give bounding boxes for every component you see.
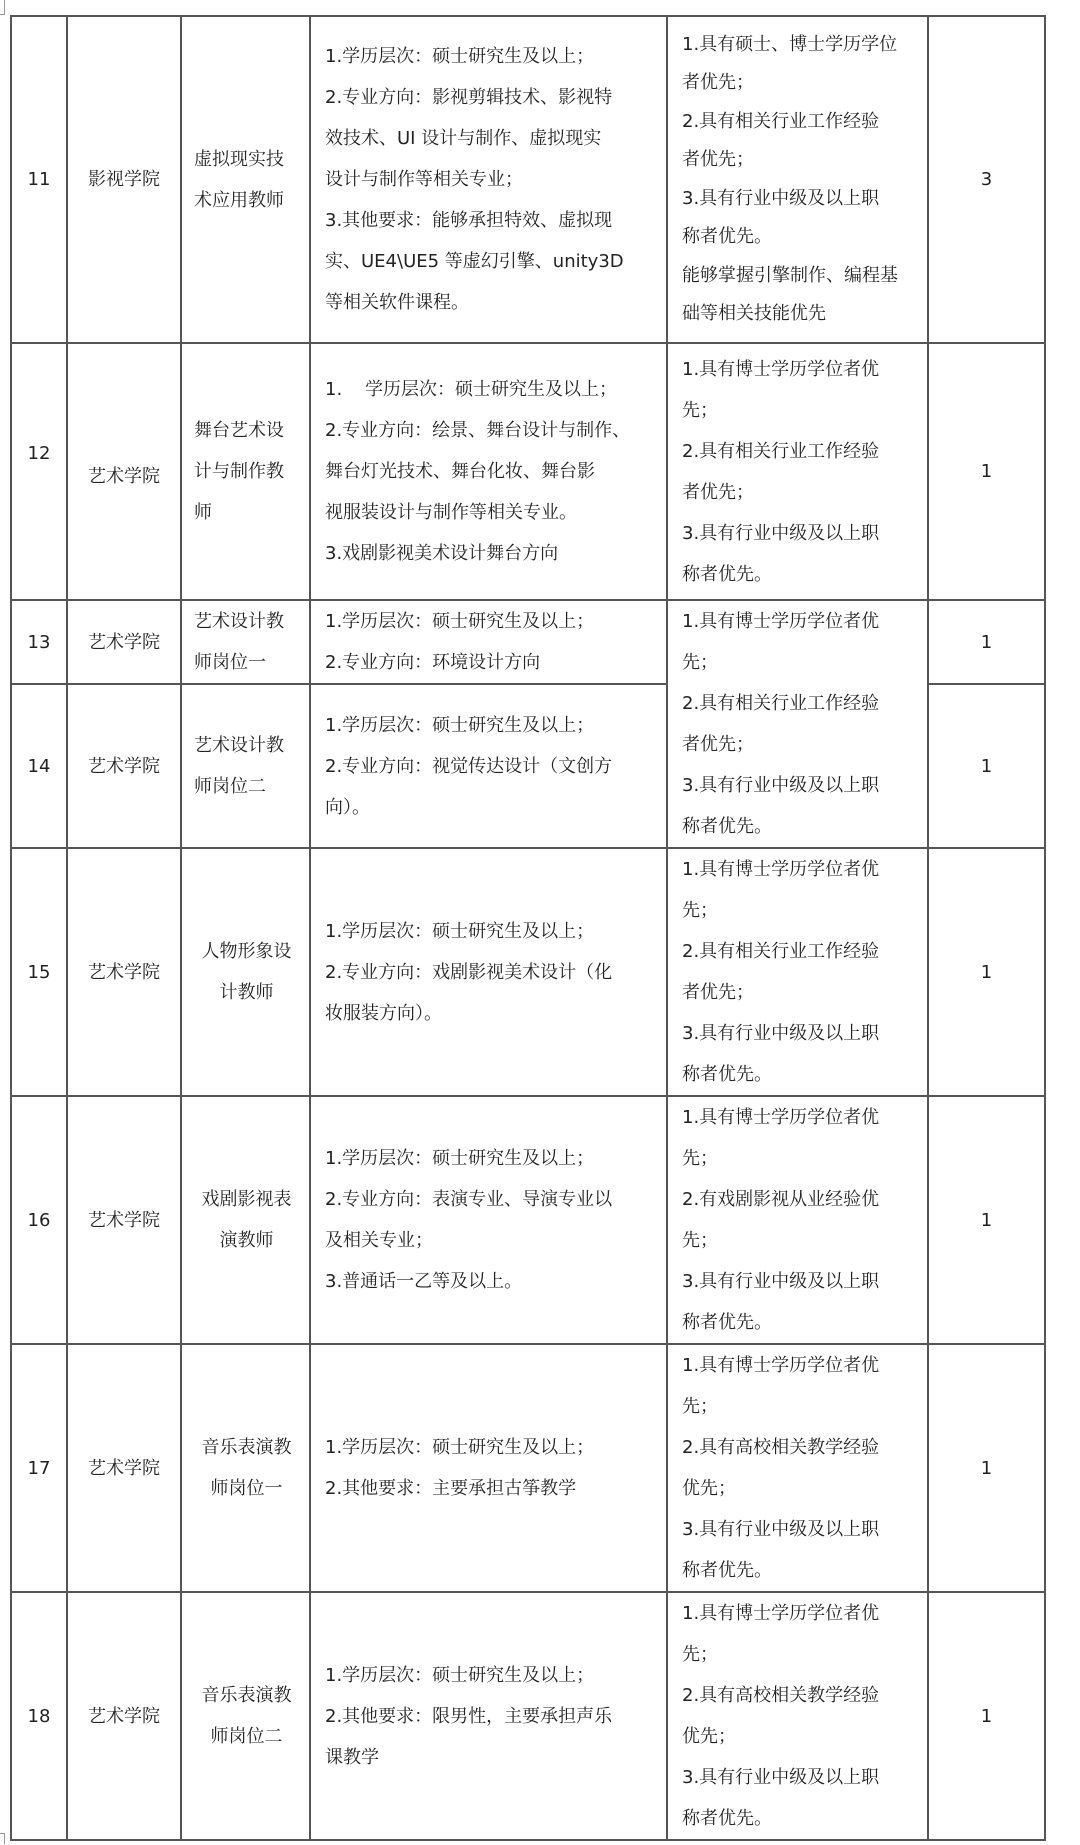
requirements-cell xyxy=(310,600,667,684)
headcount-cell: 1 xyxy=(928,684,1045,848)
table-row xyxy=(11,1592,1045,1840)
preference-line: 先； xyxy=(682,652,718,673)
preference-line: 优先； xyxy=(682,1478,736,1499)
preference-line: 3.具有行业中级及以上职 xyxy=(682,1023,880,1044)
post-title-cell xyxy=(181,1096,310,1344)
preferences-cell xyxy=(667,848,928,1096)
row-number: 14 xyxy=(11,684,67,848)
table-row xyxy=(11,343,1045,600)
requirement-line: 视服装设计与制作等相关专业。 xyxy=(325,502,577,523)
requirement-line: 1.学历层次：硕士研究生及以上； xyxy=(325,714,595,736)
preferences-cell xyxy=(667,1096,928,1344)
requirement-line: 舞台灯光技术、舞台化妆、舞台影 xyxy=(325,461,595,482)
headcount-cell: 3 xyxy=(928,16,1045,343)
table-row xyxy=(11,600,1045,684)
preference-line: 2.具有相关行业工作经验 xyxy=(682,110,880,132)
row-number: 13 xyxy=(11,600,67,684)
post-title-cell xyxy=(181,1344,310,1592)
preferences-cell xyxy=(667,16,928,343)
post-title-line: 师岗位一 xyxy=(210,1478,283,1499)
requirements-cell xyxy=(310,16,667,343)
row-number: 17 xyxy=(11,1344,67,1592)
requirement-line: 2.专业方向：环境设计方向 xyxy=(325,652,541,674)
requirement-line: 2.专业方向：视觉传达设计（文创方 xyxy=(325,755,613,777)
requirement-line: 2.专业方向：戏剧影视美术设计（化 xyxy=(325,961,613,983)
requirement-line: 2.专业方向：表演专业、导演专业以 xyxy=(325,1189,613,1210)
preference-line: 者优先； xyxy=(682,734,754,755)
post-title-cell xyxy=(181,16,310,343)
preference-line: 1.具有硕士、博士学历学位 xyxy=(682,33,898,55)
college-cell: 艺术学院 xyxy=(67,1592,181,1840)
table-row xyxy=(11,1344,1045,1592)
preference-line: 2.具有相关行业工作经验 xyxy=(682,440,880,462)
college-cell: 艺术学院 xyxy=(67,848,181,1096)
preference-line: 2.具有高校相关教学经验 xyxy=(682,1437,880,1458)
preference-line: 先； xyxy=(682,1396,718,1417)
preferences-cell xyxy=(667,343,928,600)
preference-line: 能够掌握引擎制作、编程基 xyxy=(682,264,898,286)
requirement-line: 3.戏剧影视美术设计舞台方向 xyxy=(325,543,559,564)
preference-line: 者优先； xyxy=(682,982,754,1003)
requirement-line: 妆服装方向）。 xyxy=(325,1002,442,1024)
requirement-line: 2.专业方向：绘景、舞台设计与制作、 xyxy=(325,420,631,441)
requirement-line: 1.学历层次：硕士研究生及以上； xyxy=(325,920,595,942)
preference-line: 1.具有博士学历学位者优 xyxy=(682,859,880,880)
preference-line: 1.具有博士学历学位者优 xyxy=(682,1355,880,1376)
scan-corner-mark xyxy=(0,0,5,15)
headcount-cell: 1 xyxy=(928,1096,1045,1344)
requirement-line: 1.学历层次：硕士研究生及以上； xyxy=(325,1148,595,1169)
requirement-line: 2.其他要求：主要承担古筝教学 xyxy=(325,1478,577,1499)
preference-line: 称者优先。 xyxy=(682,226,772,247)
post-title-line: 演教师 xyxy=(219,1230,274,1251)
post-title-cell xyxy=(181,600,310,684)
requirements-cell xyxy=(310,1592,667,1840)
requirement-line: 等相关软件课程。 xyxy=(325,292,469,313)
requirements-cell xyxy=(310,1344,667,1592)
post-title-cell xyxy=(181,684,310,848)
preference-line: 2.具有高校相关教学经验 xyxy=(682,1685,880,1706)
preference-line: 者优先； xyxy=(682,481,754,503)
post-title-line: 音乐表演教 xyxy=(201,1437,292,1458)
college-cell: 艺术学院 xyxy=(67,684,181,848)
preference-line: 称者优先。 xyxy=(682,1808,772,1829)
scan-corner-mark xyxy=(0,1833,5,1844)
table-row xyxy=(11,1096,1045,1344)
requirement-line: 向）。 xyxy=(325,796,370,818)
requirement-line: 1.学历层次：硕士研究生及以上； xyxy=(325,1437,595,1458)
preference-line: 先； xyxy=(682,399,718,421)
preference-line: 1.具有博士学历学位者优 xyxy=(682,358,880,380)
post-title-line: 师岗位二 xyxy=(194,776,266,798)
preference-line: 2.具有相关行业工作经验 xyxy=(682,941,880,962)
table-row xyxy=(11,848,1045,1096)
post-title-line: 艺术设计教 xyxy=(194,735,284,757)
post-title-line: 计与制作教 xyxy=(194,461,284,482)
requirement-line: 课教学 xyxy=(325,1746,379,1768)
post-title-cell xyxy=(181,848,310,1096)
preference-line: 1.具有博士学历学位者优 xyxy=(682,1107,880,1128)
requirements-cell xyxy=(310,684,667,848)
post-title-line: 术应用教师 xyxy=(194,189,284,211)
preference-line: 先； xyxy=(682,1230,718,1251)
requirement-line: 1.学历层次：硕士研究生及以上； xyxy=(325,1664,595,1686)
post-title-line: 师岗位一 xyxy=(194,652,266,674)
preference-line: 3.具有行业中级及以上职 xyxy=(682,1519,880,1540)
preference-line: 3.具有行业中级及以上职 xyxy=(682,522,880,544)
requirement-line: 1.学历层次：硕士研究生及以上； xyxy=(325,611,595,633)
preference-line: 3.具有行业中级及以上职 xyxy=(682,187,880,209)
preferences-cell-merged xyxy=(667,600,928,848)
preference-line: 者优先； xyxy=(682,72,754,93)
headcount-cell: 1 xyxy=(928,848,1045,1096)
preference-line: 优先； xyxy=(682,1726,736,1747)
post-title-cell xyxy=(181,343,310,600)
preference-line: 1.具有博士学历学位者优 xyxy=(682,611,880,632)
college-cell: 艺术学院 xyxy=(67,600,181,684)
preference-line: 先； xyxy=(682,900,718,921)
preference-line: 称者优先。 xyxy=(682,563,772,585)
row-number: 11 xyxy=(11,16,67,343)
post-title-line: 人物形象设 xyxy=(201,941,292,962)
table-row xyxy=(11,16,1045,343)
preference-line: 3.具有行业中级及以上职 xyxy=(682,1767,880,1788)
preference-line: 3.具有行业中级及以上职 xyxy=(682,1271,880,1292)
row-number: 18 xyxy=(11,1592,67,1840)
requirement-line: 2.专业方向：影视剪辑技术、影视特 xyxy=(325,87,613,108)
preferences-cell xyxy=(667,1344,928,1592)
requirements-cell xyxy=(310,343,667,600)
requirement-line: 1.学历层次：硕士研究生及以上； xyxy=(325,46,595,67)
preference-line: 2.有戏剧影视从业经验优 xyxy=(682,1189,880,1210)
headcount-cell: 1 xyxy=(928,343,1045,600)
preference-line: 者优先； xyxy=(682,149,754,170)
row-number: 12 xyxy=(11,343,67,600)
post-title-line: 舞台艺术设 xyxy=(194,420,284,441)
row-number: 15 xyxy=(11,848,67,1096)
row-number: 16 xyxy=(11,1096,67,1344)
headcount-cell: 1 xyxy=(928,600,1045,684)
post-title-cell xyxy=(181,1592,310,1840)
requirement-line: 2.其他要求：限男性，主要承担声乐 xyxy=(325,1705,613,1727)
recruitment-table xyxy=(10,15,1046,1841)
preference-line: 础等相关技能优先 xyxy=(682,303,826,324)
requirement-line: 实、UE4\UE5 等虚幻引擎、unity3D xyxy=(325,251,624,272)
college-cell: 艺术学院 xyxy=(67,1344,181,1592)
post-title-line: 艺术设计教 xyxy=(194,611,284,633)
requirements-cell xyxy=(310,1096,667,1344)
post-title-line: 音乐表演教 xyxy=(201,1685,292,1706)
requirement-line: 3.普通话一乙等及以上。 xyxy=(325,1271,523,1292)
post-title-line: 戏剧影视表 xyxy=(201,1189,292,1210)
post-title-line: 师岗位二 xyxy=(210,1726,283,1747)
requirement-line: 3.其他要求：能够承担特效、虚拟现 xyxy=(325,210,613,231)
college-cell: 艺术学院 xyxy=(67,1096,181,1344)
post-title-line: 计教师 xyxy=(219,982,274,1003)
preference-line: 先； xyxy=(682,1644,718,1665)
headcount-cell: 1 xyxy=(928,1344,1045,1592)
post-title-line: 师 xyxy=(194,502,212,523)
headcount-cell: 1 xyxy=(928,1592,1045,1840)
preference-line: 2.具有相关行业工作经验 xyxy=(682,693,880,714)
preference-line: 1.具有博士学历学位者优 xyxy=(682,1603,880,1624)
preference-line: 称者优先。 xyxy=(682,1560,772,1581)
college-cell: 影视学院 xyxy=(67,16,181,343)
preferences-cell xyxy=(667,1592,928,1840)
requirement-line: 效技术、UI 设计与制作、虚拟现实 xyxy=(325,128,602,149)
preference-line: 称者优先。 xyxy=(682,1312,772,1333)
preference-line: 称者优先。 xyxy=(682,1064,772,1085)
post-title-line: 虚拟现实技 xyxy=(194,148,284,170)
requirement-line: 1. 学历层次：硕士研究生及以上； xyxy=(325,379,618,400)
preference-line: 先； xyxy=(682,1148,718,1169)
preference-line: 称者优先。 xyxy=(682,816,772,837)
requirement-line: 设计与制作等相关专业； xyxy=(325,169,523,190)
requirement-line: 及相关专业； xyxy=(325,1230,433,1251)
college-cell: 艺术学院 xyxy=(67,343,181,600)
preference-line: 3.具有行业中级及以上职 xyxy=(682,775,880,796)
requirements-cell xyxy=(310,848,667,1096)
